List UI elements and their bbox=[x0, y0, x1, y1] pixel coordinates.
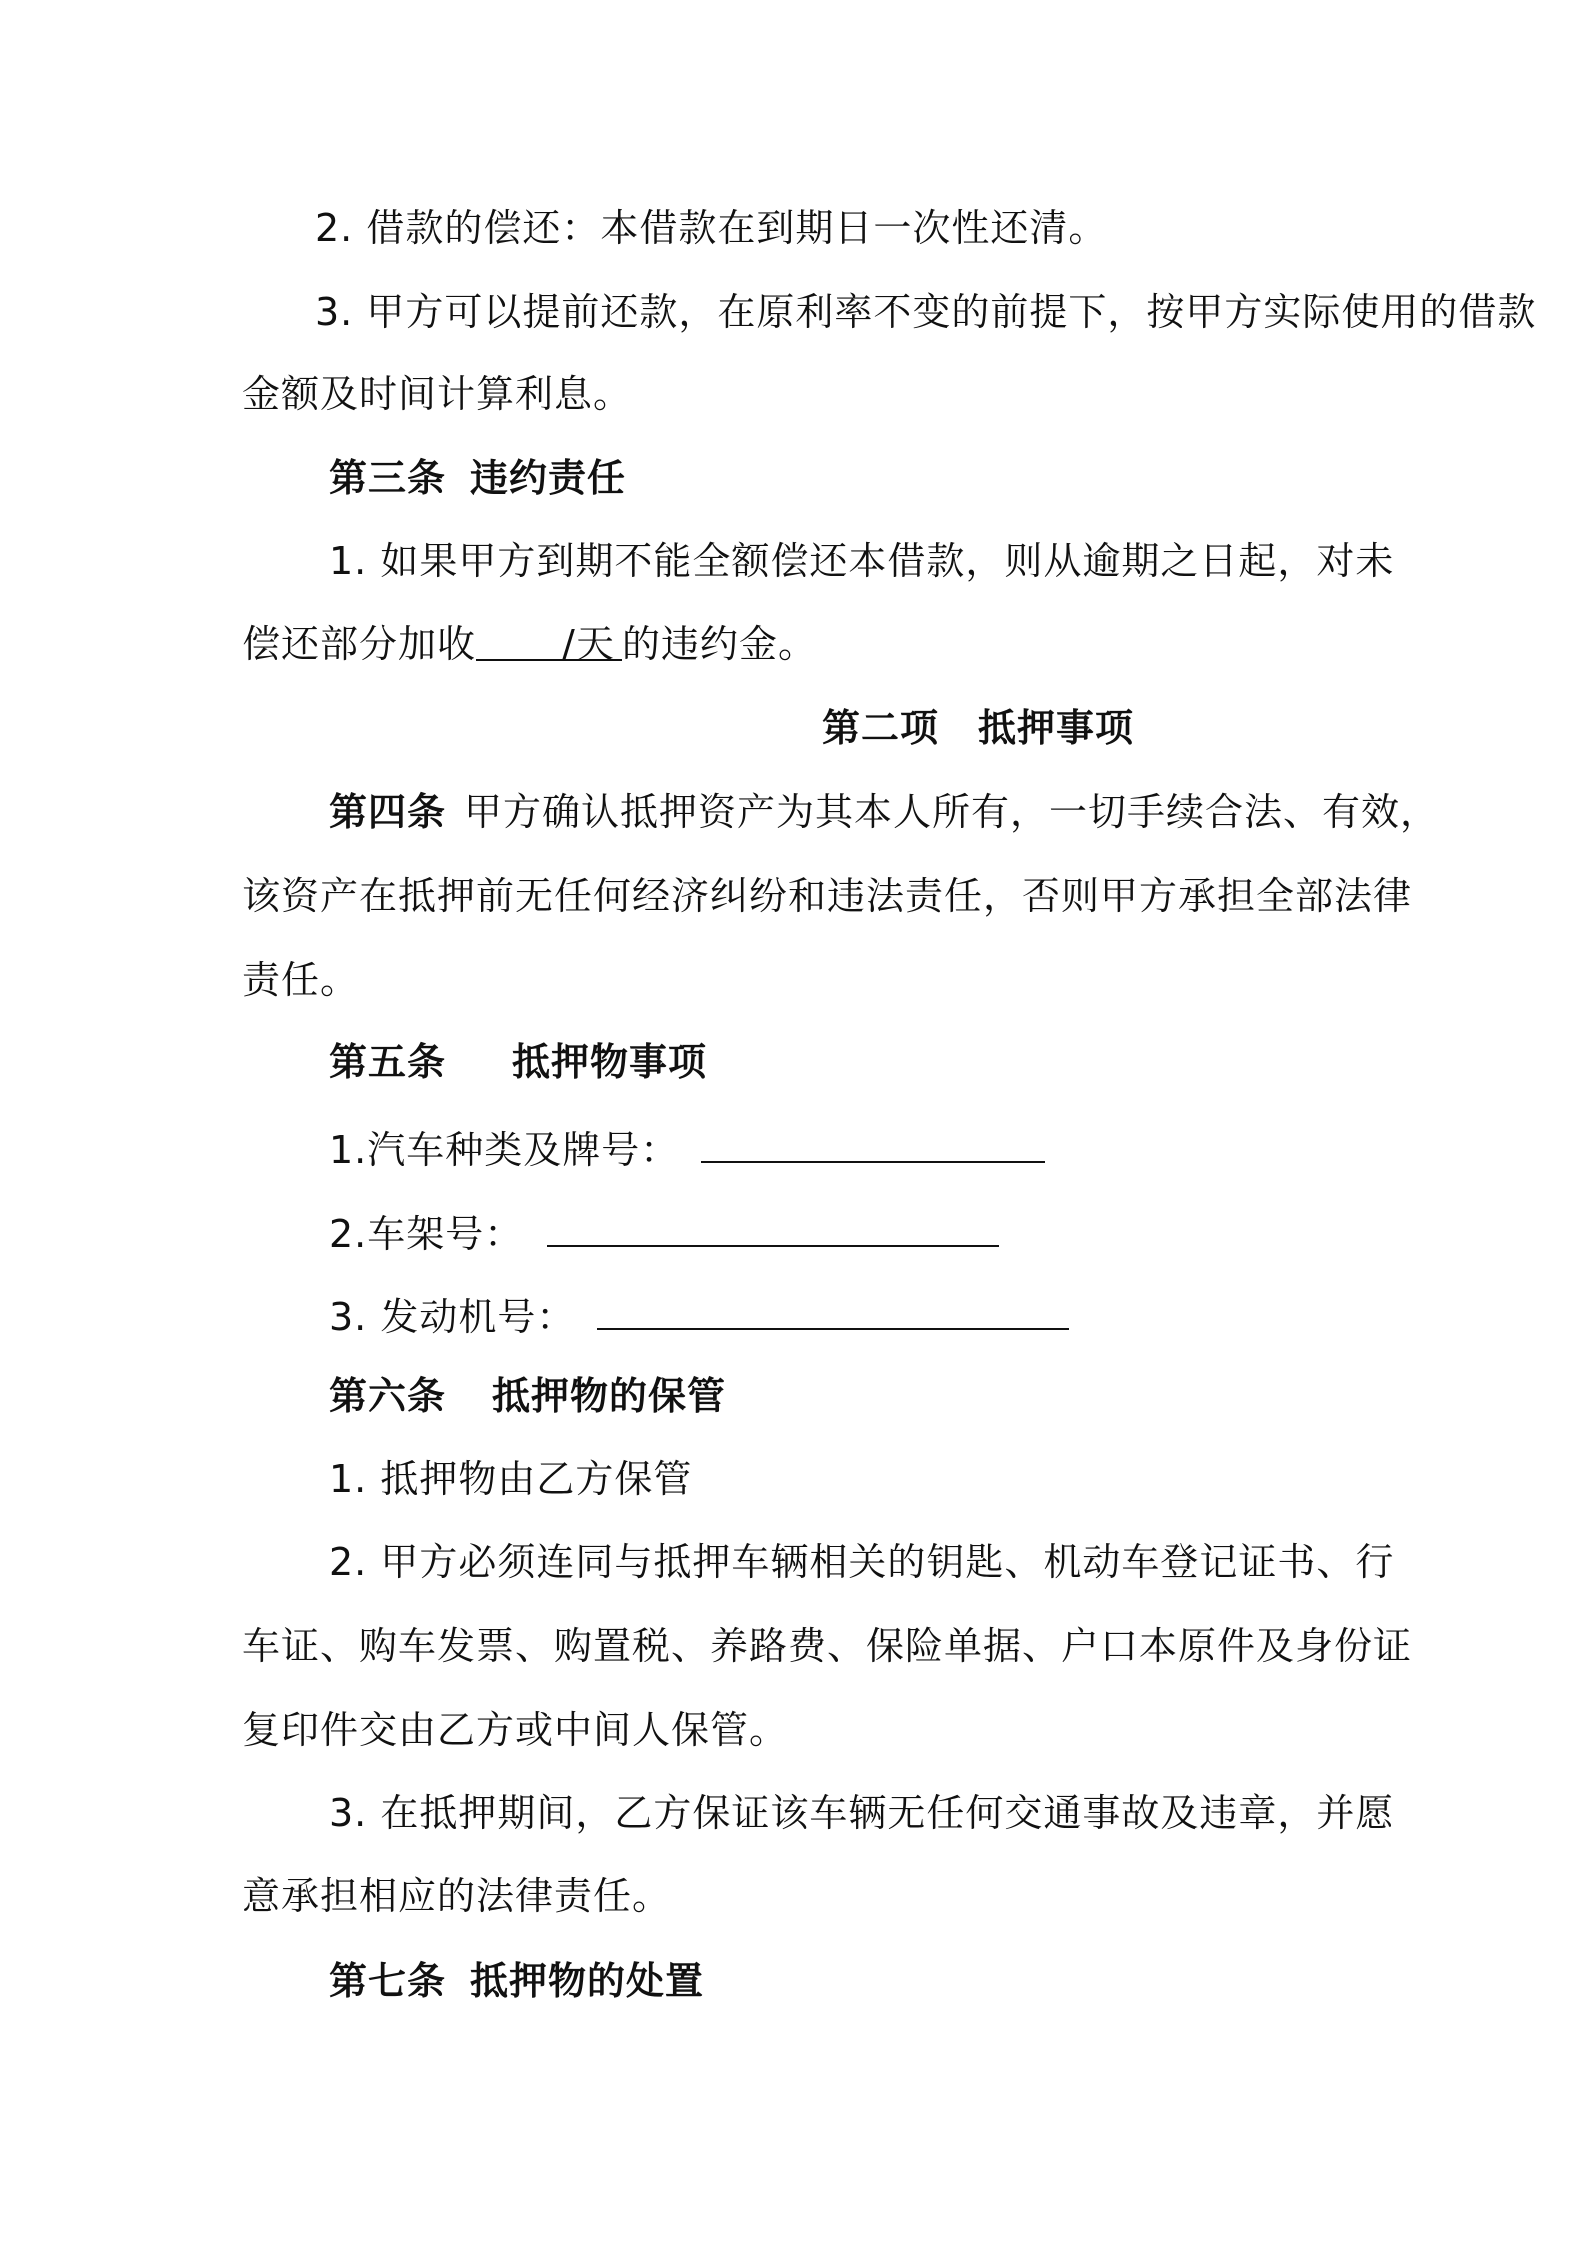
article-7-heading bbox=[329, 1956, 704, 2006]
frame-number-field bbox=[329, 1205, 999, 1259]
paragraph-custody-2-line-3: 复印件交由乙方或中间人保管。 bbox=[242, 1708, 789, 1752]
article-7-number: 第七条 bbox=[329, 1959, 447, 2003]
frame-number-blank bbox=[547, 1205, 999, 1247]
paragraph-repayment-2: 2. 借款的偿还：本借款在到期日一次性还清。 bbox=[315, 206, 1108, 250]
article-3-heading bbox=[329, 453, 626, 503]
article-5-title: 抵押物事项 bbox=[512, 1040, 708, 1084]
car-type-blank bbox=[701, 1121, 1045, 1163]
article-7-title: 抵押物的处置 bbox=[470, 1959, 705, 2003]
paragraph-custody-3-line-2: 意承担相应的法律责任。 bbox=[242, 1874, 672, 1918]
penalty-rate-unit: /天 bbox=[562, 622, 615, 666]
paragraph-repayment-3-line-1: 3. 甲方可以提前还款，在原利率不变的前提下，按甲方实际使用的借款 bbox=[315, 290, 1537, 334]
section-2-heading: 第二项 抵押事项 bbox=[821, 706, 1134, 750]
article-6-number: 第六条 bbox=[329, 1374, 447, 1418]
article-4-line-1 bbox=[329, 787, 1439, 837]
breach-text-prefix: 偿还部分加收 bbox=[242, 622, 477, 666]
article-3-number: 第三条 bbox=[329, 456, 447, 500]
article-5-heading bbox=[329, 1037, 707, 1087]
article-4-line-3: 责任。 bbox=[242, 958, 360, 1002]
article-5-number: 第五条 bbox=[329, 1040, 447, 1084]
car-type-field bbox=[329, 1121, 1045, 1175]
paragraph-breach-1-line-1: 1. 如果甲方到期不能全额偿还本借款，则从逾期之日起，对未 bbox=[329, 539, 1395, 583]
paragraph-breach-1-line-2 bbox=[242, 619, 817, 669]
article-3-title: 违约责任 bbox=[470, 456, 627, 500]
article-6-title: 抵押物的保管 bbox=[492, 1374, 727, 1418]
paragraph-repayment-3-line-2: 金额及时间计算利息。 bbox=[242, 372, 633, 416]
frame-number-label: 2.车架号： bbox=[329, 1212, 524, 1256]
paragraph-custody-2-line-1: 2. 甲方必须连同与抵押车辆相关的钥匙、机动车登记证书、行 bbox=[329, 1540, 1395, 1584]
article-4-number: 第四条 bbox=[329, 790, 447, 834]
car-type-label: 1.汽车种类及牌号： bbox=[329, 1128, 680, 1172]
penalty-rate-blank bbox=[476, 619, 622, 666]
engine-number-blank bbox=[597, 1288, 1069, 1330]
article-4-line-2: 该资产在抵押前无任何经济纠纷和违法责任，否则甲方承担全部法律 bbox=[242, 874, 1413, 918]
breach-text-suffix: 的违约金。 bbox=[622, 622, 818, 666]
engine-number-field bbox=[329, 1288, 1069, 1342]
paragraph-custody-1: 1. 抵押物由乙方保管 bbox=[329, 1457, 693, 1501]
engine-number-label: 3. 发动机号： bbox=[329, 1295, 576, 1339]
paragraph-custody-3-line-1: 3. 在抵押期间，乙方保证该车辆无任何交通事故及违章，并愿 bbox=[329, 1791, 1395, 1835]
paragraph-custody-2-line-2: 车证、购车发票、购置税、养路费、保险单据、户口本原件及身份证 bbox=[242, 1624, 1413, 1668]
article-4-text: 甲方确认抵押资产为其本人所有，一切手续合法、有效， bbox=[464, 790, 1440, 834]
article-6-heading bbox=[329, 1371, 726, 1421]
